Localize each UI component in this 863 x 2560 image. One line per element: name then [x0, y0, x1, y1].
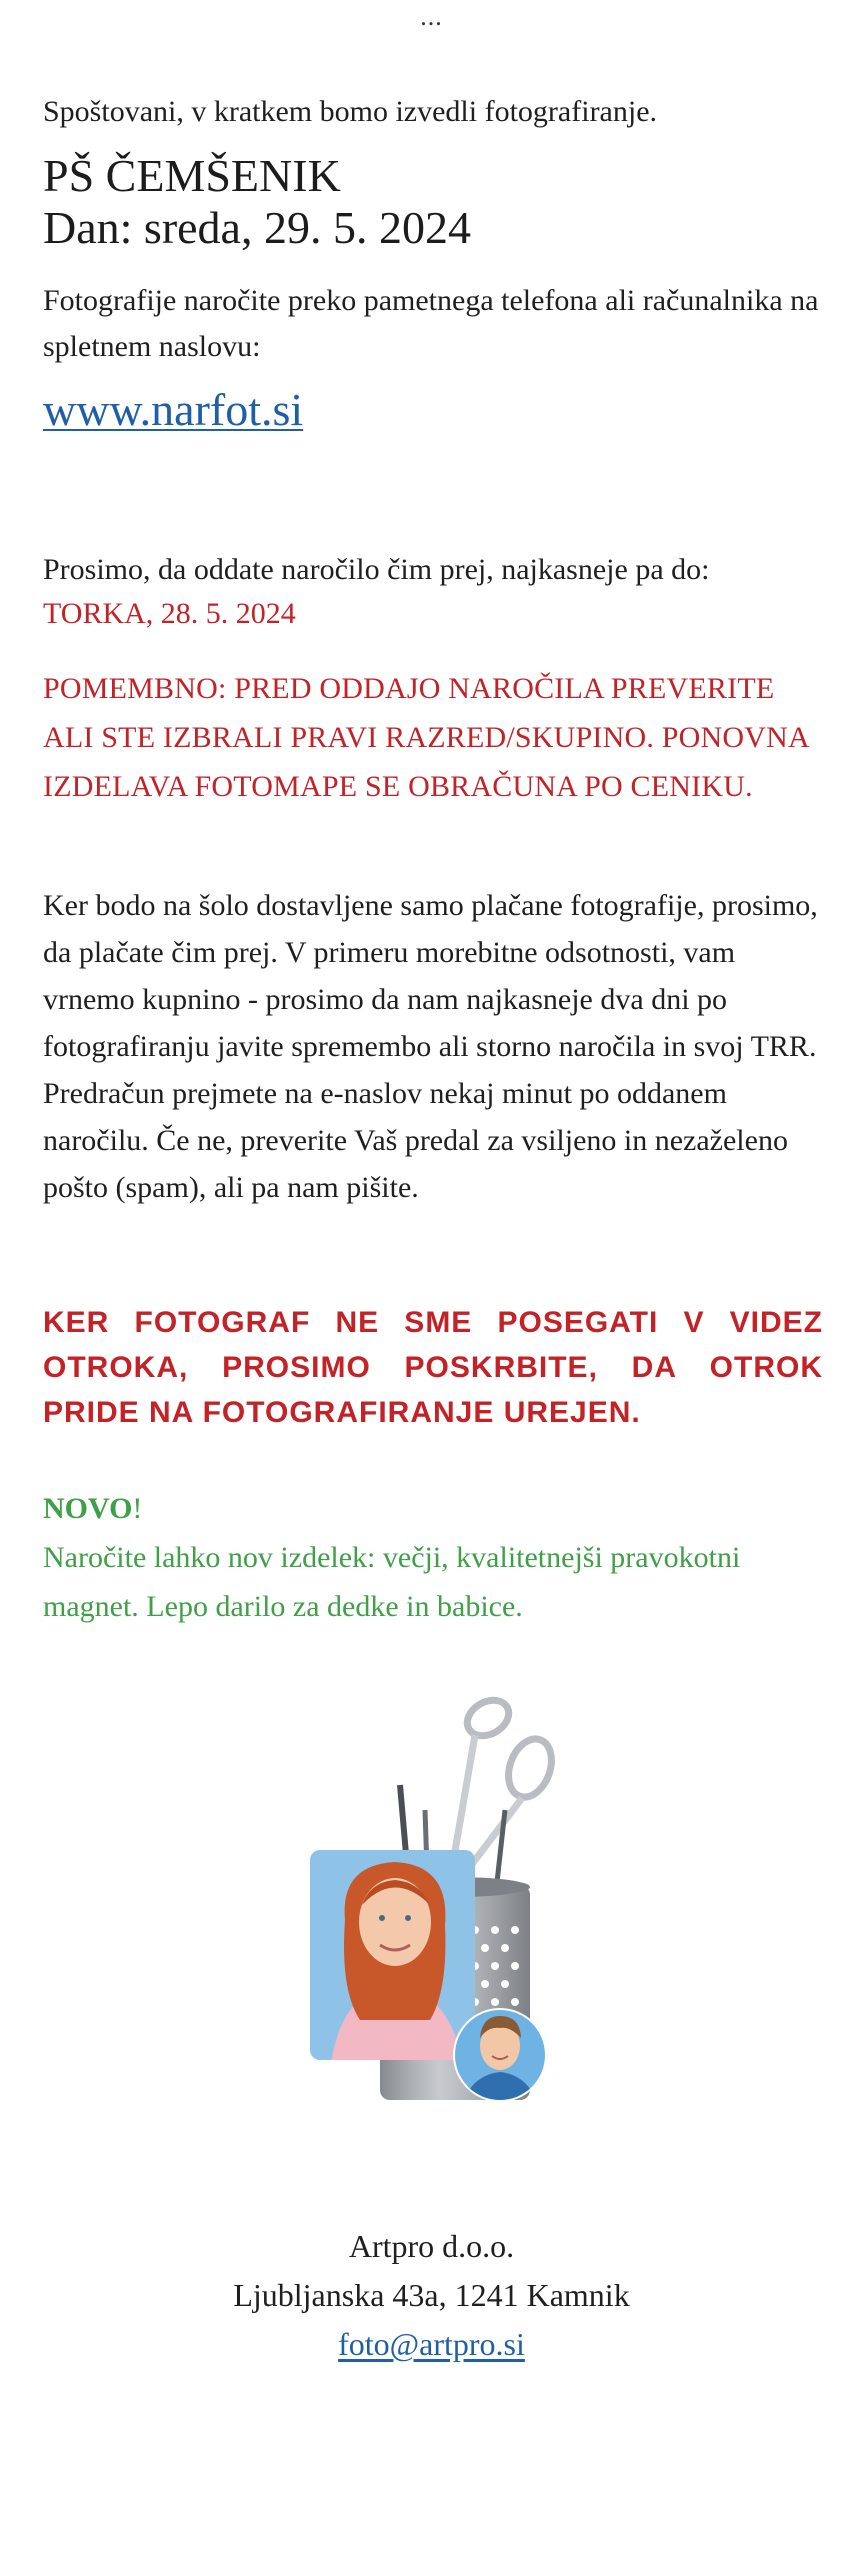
school-name: PŠ ČEMŠENIK — [43, 150, 341, 201]
photo-day-date: Dan: sreda, 29. 5. 2024 — [43, 202, 471, 253]
company-name: Artpro d.o.o. — [348, 2228, 515, 2264]
collapsed-content-ellipsis[interactable]: ... — [420, 2, 443, 31]
order-website-link[interactable]: www.narfot.si — [43, 384, 304, 435]
payment-info — [43, 882, 823, 1211]
appearance-warning: KER FOTOGRAF NE SME POSEGATI V VIDEZ OTROKA, PROSIMO POSKRBITE, DA OTROK PRIDE NA FOTOGRAFIRANJE UREJEN. — [43, 1306, 823, 1429]
novo-exclamation: ! — [132, 1492, 143, 1525]
company-address: Ljubljanska 43a, 1241 Kamnik — [233, 2277, 630, 2313]
payment-paragraph: Ker bodo na šolo dostavljene samo plačane fotografije, prosimo, da plačate čim prej. V primeru morebitne odsotnosti, vam vrnemo kupnino - prosimo da nam najkasneje dva dni po fotografiranju javite spremembo ali storno naročila in svoj TRR. — [43, 889, 818, 1063]
deadline-date: TORKA, 28. 5. 2024 — [43, 597, 296, 630]
invoice-paragraph: Predračun prejmete na e-naslov nekaj minut po oddanem naročilu. Če ne, preverite Vaš predal za vsiljeno in nezaželeno pošto (spam), ali pa nam pišite. — [43, 1077, 788, 1204]
order-instructions: Fotografije naročite preko pametnega telefona ali računalnika na spletnem naslovu: — [43, 284, 819, 363]
greeting-text: Spoštovani, v kratkem bomo izvedli fotografiranje. — [43, 95, 658, 128]
contact-email-link[interactable]: foto@artpro.si — [338, 2326, 525, 2362]
order-deadline — [43, 548, 823, 636]
rectangular-magnet-photo — [310, 1850, 475, 2070]
deadline-intro-text: Prosimo, da oddate naročilo čim prej, najkasneje pa do: — [43, 553, 710, 586]
novo-title: NOVO — [43, 1492, 133, 1525]
novo-text: Naročite lahko nov izdelek: večji, kvalitetnejši pravokotni magnet. Lepo darilo za dedke in babice. — [43, 1541, 741, 1623]
magnet-product-image — [300, 1690, 600, 2130]
important-notice: POMEMBNO: PRED ODDAJO NAROČILA PREVERITE ALI STE IZBRALI PRAVI RAZRED/SKUPINO. PONOVNA IZDELAVA FOTOMAPE SE OBRAČUNA PO CENIKU. — [43, 672, 809, 803]
school-heading — [43, 150, 823, 254]
new-product-announcement — [43, 1484, 823, 1631]
